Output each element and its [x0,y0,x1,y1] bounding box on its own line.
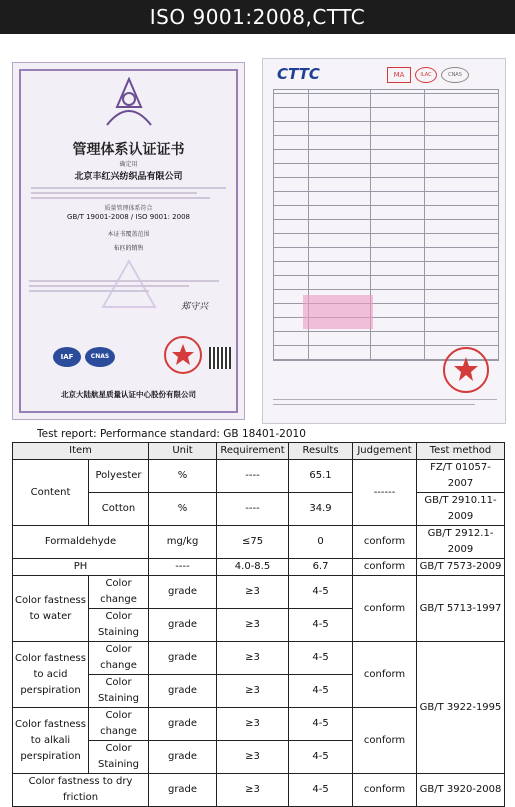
certificate-issuer: 北京大陆航星质量认证中心股份有限公司 [61,390,196,399]
certificate-company: 北京丰红兴纺织品有限公司 [74,172,183,182]
cell-unit: grade [149,708,217,741]
cell-result: 4-5 [289,576,353,609]
cell-requirement: ≤75 [217,526,289,559]
cell-method: GB/T 7573-2009 [417,559,505,576]
cell-requirement: ≥3 [217,609,289,642]
cell-item: Formaldehyde [13,526,149,559]
cell-unit: % [149,460,217,493]
cell-result: 4-5 [289,708,353,741]
cell-sub-item: Color change [89,576,149,609]
iso-certificate [12,62,245,420]
cell-requirement: ≥3 [217,576,289,609]
cell-result: 34.9 [289,493,353,526]
cnas-badge: CNAS [441,67,469,83]
cnas-logo: CNAS [85,347,115,367]
cell-method: GB/T 2910.11-2009 [417,493,505,526]
cell-unit: mg/kg [149,526,217,559]
cell-method: FZ/T 01057-2007 [417,460,505,493]
cell-requirement: ≥3 [217,741,289,774]
signature: 郑守兴 [181,302,209,312]
cell-result: 0 [289,526,353,559]
table-row [13,774,505,807]
certificate-title: 管理体系认证证书 [72,142,185,158]
cell-unit: grade [149,774,217,807]
cell-sub-item: Color Staining [89,741,149,774]
cell-method: GB/T 3920-2008 [417,774,505,807]
cell-item: Color fastness to acid perspiration [13,642,89,708]
cell-item: Color fastness to water [13,576,89,642]
header-results: Results [289,443,353,460]
qr-code [209,347,231,369]
cell-judgement: conform [353,526,417,559]
header-title: ISO 9001:2008,CTTC [149,5,366,29]
cell-judgement: conform [353,708,417,774]
cell-sub-item: Color Staining [89,675,149,708]
cell-result: 4-5 [289,675,353,708]
cell-requirement: ≥3 [217,774,289,807]
cell-result: 4-5 [289,774,353,807]
cell-method: GB/T 3922-1995 [417,642,505,774]
cell-unit: % [149,493,217,526]
cell-judgement: ------ [353,460,417,526]
page-header [0,0,515,34]
header-judgement: Judgement [353,443,417,460]
cell-unit: ---- [149,559,217,576]
cotton-label: Cotton [89,493,149,526]
header-test-method: Test method [417,443,505,460]
cell-method: GB/T 2912.1-2009 [417,526,505,559]
table-row [13,526,505,559]
cell-judgement: conform [353,642,417,708]
table-row [13,559,505,576]
cell-result: 6.7 [289,559,353,576]
cell-requirement: ≥3 [217,642,289,675]
iaf-logo: IAF [53,347,81,367]
polyester-label: Polyester [89,460,149,493]
certificate-scope: 布匹的销售 [113,245,144,252]
cell-requirement: ---- [217,493,289,526]
table-row [13,460,505,493]
cell-item: Color fastness to dry friction [13,774,149,807]
cell-judgement: conform [353,774,417,807]
certification-seal-icon [163,335,203,375]
table-header-row [13,443,505,460]
cell-judgement: conform [353,559,417,576]
emblem-icon [101,77,157,129]
header-requirement: Requirement [217,443,289,460]
cell-sub-item: Color Staining [89,609,149,642]
certificate-details [31,184,226,202]
cttc-logo: CTTC [277,65,320,83]
cell-unit: grade [149,675,217,708]
cell-requirement: ≥3 [217,708,289,741]
cell-item: Color fastness to alkali perspiration [13,708,89,774]
table-row [13,576,505,609]
cell-unit: grade [149,741,217,774]
cell-result: 4-5 [289,642,353,675]
cell-sub-item: Color change [89,708,149,741]
table-row [13,642,505,675]
content-label: Content [13,460,89,526]
cell-requirement: 4.0-8.5 [217,559,289,576]
report-caption: Test report: Performance standard: GB 18401-2010 [37,428,306,440]
report-footer-lines [273,395,497,409]
cell-unit: grade [149,576,217,609]
cttc-test-report [262,58,506,424]
header-unit: Unit [149,443,217,460]
cell-unit: grade [149,642,217,675]
cell-method: GB/T 5713-1997 [417,576,505,642]
red-seal-icon [441,345,491,395]
performance-table [12,442,505,807]
pink-stamp [303,295,373,329]
certificate-number-label: 确定用 [119,161,138,168]
cell-result: 4-5 [289,609,353,642]
cell-result: 65.1 [289,460,353,493]
certificate-standard: GB/T 19001-2008 / ISO 9001: 2008 [67,213,190,221]
cell-item: PH [13,559,149,576]
cell-unit: grade [149,609,217,642]
certificate-dates [29,277,229,295]
certificates-area [0,38,515,414]
ilac-badge: ILAC [415,67,437,83]
cell-judgement: conform [353,576,417,642]
cell-sub-item: Color change [89,642,149,675]
ma-badge: MA [387,67,411,83]
cell-requirement: ---- [217,460,289,493]
header-item: Item [13,443,149,460]
scope-label: 本证书覆盖范围 [107,231,150,238]
standard-label: 质量管理体系符合 [104,205,153,212]
cell-requirement: ≥3 [217,675,289,708]
cell-result: 4-5 [289,741,353,774]
